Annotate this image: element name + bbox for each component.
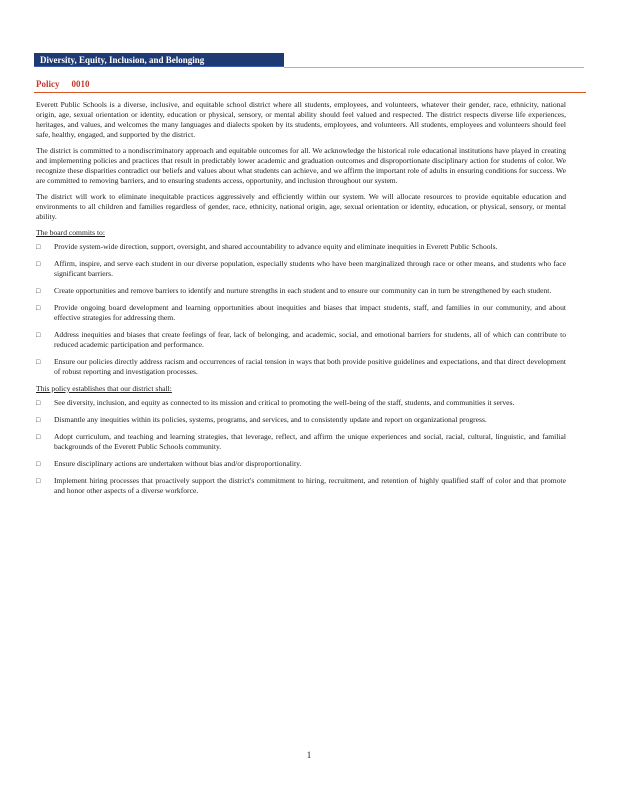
list-item — [36, 330, 566, 350]
checkbox-bullet-icon: □ — [36, 477, 41, 485]
list-item-text: Ensure disciplinary actions are undertaken without bias and/or disproportionality. — [54, 459, 302, 468]
list-item-text: Affirm, inspire, and serve each student in our diverse population, especially students who have been marginalized through race or other means, and students who face significant barriers. — [54, 259, 566, 278]
policy-establishes-heading: This policy establishes that our district shall: — [36, 384, 172, 393]
list-item — [36, 459, 566, 469]
elimination-paragraph: The district will work to eliminate inequitable practices aggressively and efficiently within our system. We will allocate resources to provide equitable education and environments to all children and families regardless of gender, race, ethnicity, national origin, age, sexual orientation or identity, education, or physical, sensory, or mental ability. — [36, 192, 566, 221]
checkbox-bullet-icon: □ — [36, 399, 41, 407]
list-item-text: Provide system-wide direction, support, oversight, and shared accountability to advance equity and eliminate inequities in Everett Public Schools. — [54, 242, 498, 251]
document-title: Diversity, Equity, Inclusion, and Belonging — [40, 55, 205, 65]
board-commits-list — [36, 242, 566, 377]
board-commits-heading: The board commits to: — [36, 228, 105, 237]
checkbox-bullet-icon: □ — [36, 433, 41, 441]
list-item — [36, 357, 566, 377]
checkbox-bullet-icon: □ — [36, 287, 41, 295]
commitment-paragraph: The district is committed to a nondiscriminatory approach and equitable outcomes for all. We acknowledge the historical role educational institutions have played in creating and implementing policies and practices that result in predictably lower academic and graduation outcomes and disproportionate disciplinary action for students of color. We recognize these disparities contradict our beliefs and values about what students can achieve, and we affirm the important role of adults in ensuring conditions for success. We are committed to removing barriers, and to ensuring students access, opportunity, and inclusion throughout our system. — [36, 146, 566, 185]
list-item — [36, 415, 566, 425]
list-item-text: Address inequities and biases that create feelings of fear, lack of belonging, and academic, social, and emotional barriers for students, all of which can contribute to reduced academic participation and performance. — [54, 330, 566, 349]
list-item-text: Provide ongoing board development and learning opportunities about inequities and biases that impact students, staff, and families in our community, and about effective strategies for addressing them. — [54, 303, 566, 322]
list-item-text: Implement hiring processes that proactively support the district's commitment to hiring, recruitment, and retention of highly qualified staff of color and that promote and honor other aspects of a diverse workforce. — [54, 476, 566, 495]
list-item — [36, 432, 566, 452]
checkbox-bullet-icon: □ — [36, 416, 41, 424]
list-item-text: See diversity, inclusion, and equity as connected to its mission and critical to promoting the well-being of the staff, students, and communities it serves. — [54, 398, 515, 407]
checkbox-bullet-icon: □ — [36, 358, 41, 366]
section-divider — [34, 92, 586, 93]
checkbox-bullet-icon: □ — [36, 304, 41, 312]
list-item — [36, 398, 566, 408]
list-item-text: Ensure our policies directly address racism and occurrences of racial tension in ways that both provide positive guidelines and expectations, and that direct development of robust reporting and investigation processes. — [54, 357, 566, 376]
checkbox-bullet-icon: □ — [36, 331, 41, 339]
checkbox-bullet-icon: □ — [36, 243, 41, 251]
list-item — [36, 303, 566, 323]
checkbox-bullet-icon: □ — [36, 260, 41, 268]
list-item-text: Adopt curriculum, and teaching and learning strategies, that leverage, reflect, and affirm the unique experiences and social, racial, cultural, linguistic, and familial backgrounds of the Everett Public Schools community. — [54, 432, 566, 451]
page-number: 1 — [306, 750, 312, 760]
policy-label: Policy — [36, 79, 60, 89]
policy-establishes-list — [36, 398, 566, 496]
title-rule — [284, 53, 584, 68]
policy-number: 0010 — [71, 79, 90, 89]
policy-heading — [36, 79, 90, 89]
document-body — [36, 100, 566, 503]
intro-paragraph: Everett Public Schools is a diverse, inclusive, and equitable school district where all students, employees, and volunteers, whatever their gender, race, ethnicity, national origin, age, sexual orientation or identity, education or physical, sensory, or mental ability should feel valued and respected. The district respects diverse life experiences, heritages, and values, and welcomes the many languages and dialects spoken by its students, employees, and volunteers. All students, employees and volunteers should feel safe, healthy, engaged, and supported by the district. — [36, 100, 566, 139]
list-item-text: Dismantle any inequities within its policies, systems, programs, and services, and to consistently update and report on organizational progress. — [54, 415, 487, 424]
checkbox-bullet-icon: □ — [36, 460, 41, 468]
document-title-bar — [34, 53, 284, 67]
list-item — [36, 286, 566, 296]
list-item — [36, 259, 566, 279]
list-item-text: Create opportunities and remove barriers to identify and nurture strengths in each student and to ensure our community can in turn be strengthened by each student. — [54, 286, 552, 295]
list-item — [36, 242, 566, 252]
list-item — [36, 476, 566, 496]
